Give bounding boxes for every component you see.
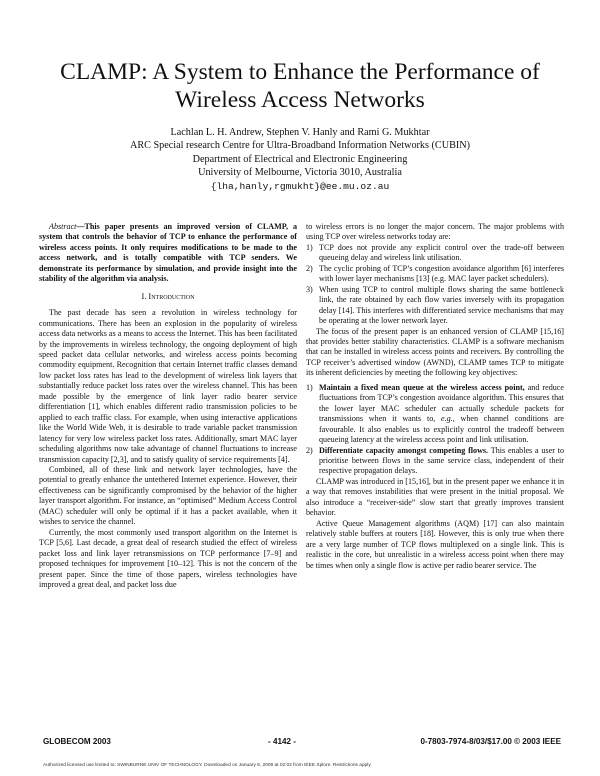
list-text: TCP does not provide any explicit control over the trade-off between queueing delay and wireless link utilisation. [319, 242, 564, 263]
aqm-paragraph: Active Queue Management algorithms (AQM) [17] can also maintain relatively stable buffers at routers [18]. However, this is only true when there are a very large number of TCP flows multiplexed on a single link. This is realistic in the core, but unrealistic in a wireless access point when there may be times when only a single flow is active per radio bearer service. The [306, 518, 564, 570]
section-heading-introduction: I. Introduction [141, 291, 195, 301]
list-item [306, 264, 564, 285]
footer-copyright: 0-7803-7974-8/03/$17.00 © 2003 IEEE [420, 737, 561, 746]
list-text: and reduce fluctuations from TCP’s congestion avoidance algorithm. This ensures that the lower layer MAC scheduler can actually schedule packets for transmissions when it wants to, [319, 382, 564, 424]
left-column [39, 222, 297, 590]
list-number: 1) [306, 242, 313, 252]
intro-paragraph-3: Currently, the most commonly used transport algorithm on the Internet is TCP [5,6]. Last decade, a great deal of research studied the effect of wireless packet loss and link layer retransmissions on TCP performance [7–9] and proposed techniques for improvement [10–12]. This is not the concern of the present paper. Since the time of those papers, wireless technologies have improved a great deal, and packet loss due [39, 527, 297, 589]
list-text: The cyclic probing of TCP’s congestion avoidance algorithm [6] interferes with lower layer mechanisms [13] (e.g. MAC layer packet schedulers). [319, 263, 564, 284]
license-notice: Authorized licensed use limited to: SWINBURNE UNIV OF TECHNOLOGY. Downloaded on January 8, 2009 at 02:02 from IEEE Xplore. Restrictions apply. [43, 763, 372, 768]
right-column [306, 222, 564, 571]
list-text: when channel conditions are favourable. It also enables us to explicitly control the tradeoff between queueing latency at the wireless access point and link utilisation. [319, 414, 564, 445]
problems-list [306, 243, 564, 327]
right-intro-paragraph: to wireless errors is no longer the major concern. The major problems with using TCP over wireless networks today are: [306, 222, 564, 242]
abstract [39, 222, 297, 285]
list-number: 1) [306, 382, 313, 392]
affiliation-university: University of Melbourne, Victoria 3010, Australia [198, 167, 402, 179]
focus-paragraph: The focus of the present paper is an enhanced version of CLAMP [15,16] that provides better stability characteristics. CLAMP is a software mechanism that can be installed in wireless access points and receivers. By controlling the TCP receiver’s advertised window (AWND), CLAMP tames TCP to mitigate its inherent deficiencies by meeting the following key objectives: [306, 326, 564, 378]
author-names: Lachlan L. H. Andrew, Stephen V. Hanly and Rami G. Mukhtar [170, 127, 430, 138]
list-item [306, 446, 564, 477]
clamp-paragraph: CLAMP was introduced in [15,16], but in the present paper we enhance it in a way that removes instabilities that were present in the initial proposal. We also introduce a “receiver-side” slow start that greatly improves transient behavior. [306, 476, 564, 518]
list-bold-text: Maintain a fixed mean queue at the wireless access point, [319, 382, 525, 392]
list-item [306, 243, 564, 264]
affiliation-department: Department of Electrical and Electronic Engineering [192, 153, 408, 165]
abstract-lead: Abstract [49, 222, 77, 231]
author-block [40, 126, 560, 193]
page-footer [43, 737, 561, 749]
list-number: 2) [306, 263, 313, 273]
title-line-1: CLAMP: A System to Enhance the Performance of [60, 59, 540, 85]
title-line-2: Wireless Access Networks [175, 87, 425, 113]
list-item [306, 383, 564, 446]
list-number: 2) [306, 445, 313, 455]
footer-conference: GLOBECOM 2003 [43, 737, 111, 746]
abstract-text: —This paper presents an improved version of CLAMP, a system that controls the behavior of TCP to enhance the performance of wireless access points. It only requires modifications to be made to the access network, and is totally compatible with TCP senders. We demonstrate its performance by simulation, and provide insight into the stability of the algorithm via analysis. [39, 222, 297, 284]
list-number: 3) [306, 284, 313, 294]
list-bold-text: Differentiate capacity amongst competing flows. [319, 445, 489, 455]
affiliation-centre: ARC Special research Centre for Ultra-Broadband Information Networks (CUBIN) [129, 140, 471, 152]
list-item [306, 285, 564, 327]
intro-paragraph-2: Combined, all of these link and network layer technologies, have the potential to greatly enhance the untethered Internet experience. However, their effectiveness can be significantly compromised by the behavior of the higher layer transport algorithm. For instance, an “optimised” Medium Access Control (MAC) scheduler will only be optimal if it has a packet available, when it wishes to service the channel. [39, 464, 297, 527]
author-email: {lha,hanly,rgmukht}@ee.mu.oz.au [210, 180, 390, 192]
intro-paragraph-1: The past decade has seen a revolution in wireless technology for communications. There has been an explosion in the popularity of wireless access data networks as a means to access the Internet. This has been facilitated by the improvements in wireless technology, the ongoing deployment of high speed packet data cellular networks, and wireless access points becoming commodity equipment. Recognition that certain Internet traffic classes demand low packet loss rates has lead to the development of wireless link layers that substantially reduce packet loss rates over the wireless channel. This has been made possible by the emergence of link layer radio bearer service differentiation [1], which enables different radio transmission policies to be applied to each traffic class. For example, when using interactive applications like the World Wide Web, it is desirable to trade variable packet transmission latency for very low wireless packet loss rates. Additionally, smart MAC layer scheduling algorithms now take advantage of channel fluctuations to increase transmission capacity [2,3], and to satisfy quality of service requirements [4]. [39, 308, 297, 464]
list-emphasis: e.g., [441, 414, 455, 424]
list-text: When using TCP to control multiple flows sharing the same bottleneck link, the rate obtained by each flow varies inversely with its propagation delay [14]. This interferes with differentiated service mechanisms that may be operating at the lower network layer. [319, 284, 564, 326]
footer-page-number: - 4142 - [268, 737, 296, 746]
paper-title [20, 58, 580, 114]
list-text: This enables a user to prioritise between flows in the same service class, independent of their respective propagation delays. [319, 445, 564, 476]
objectives-list [306, 383, 564, 477]
